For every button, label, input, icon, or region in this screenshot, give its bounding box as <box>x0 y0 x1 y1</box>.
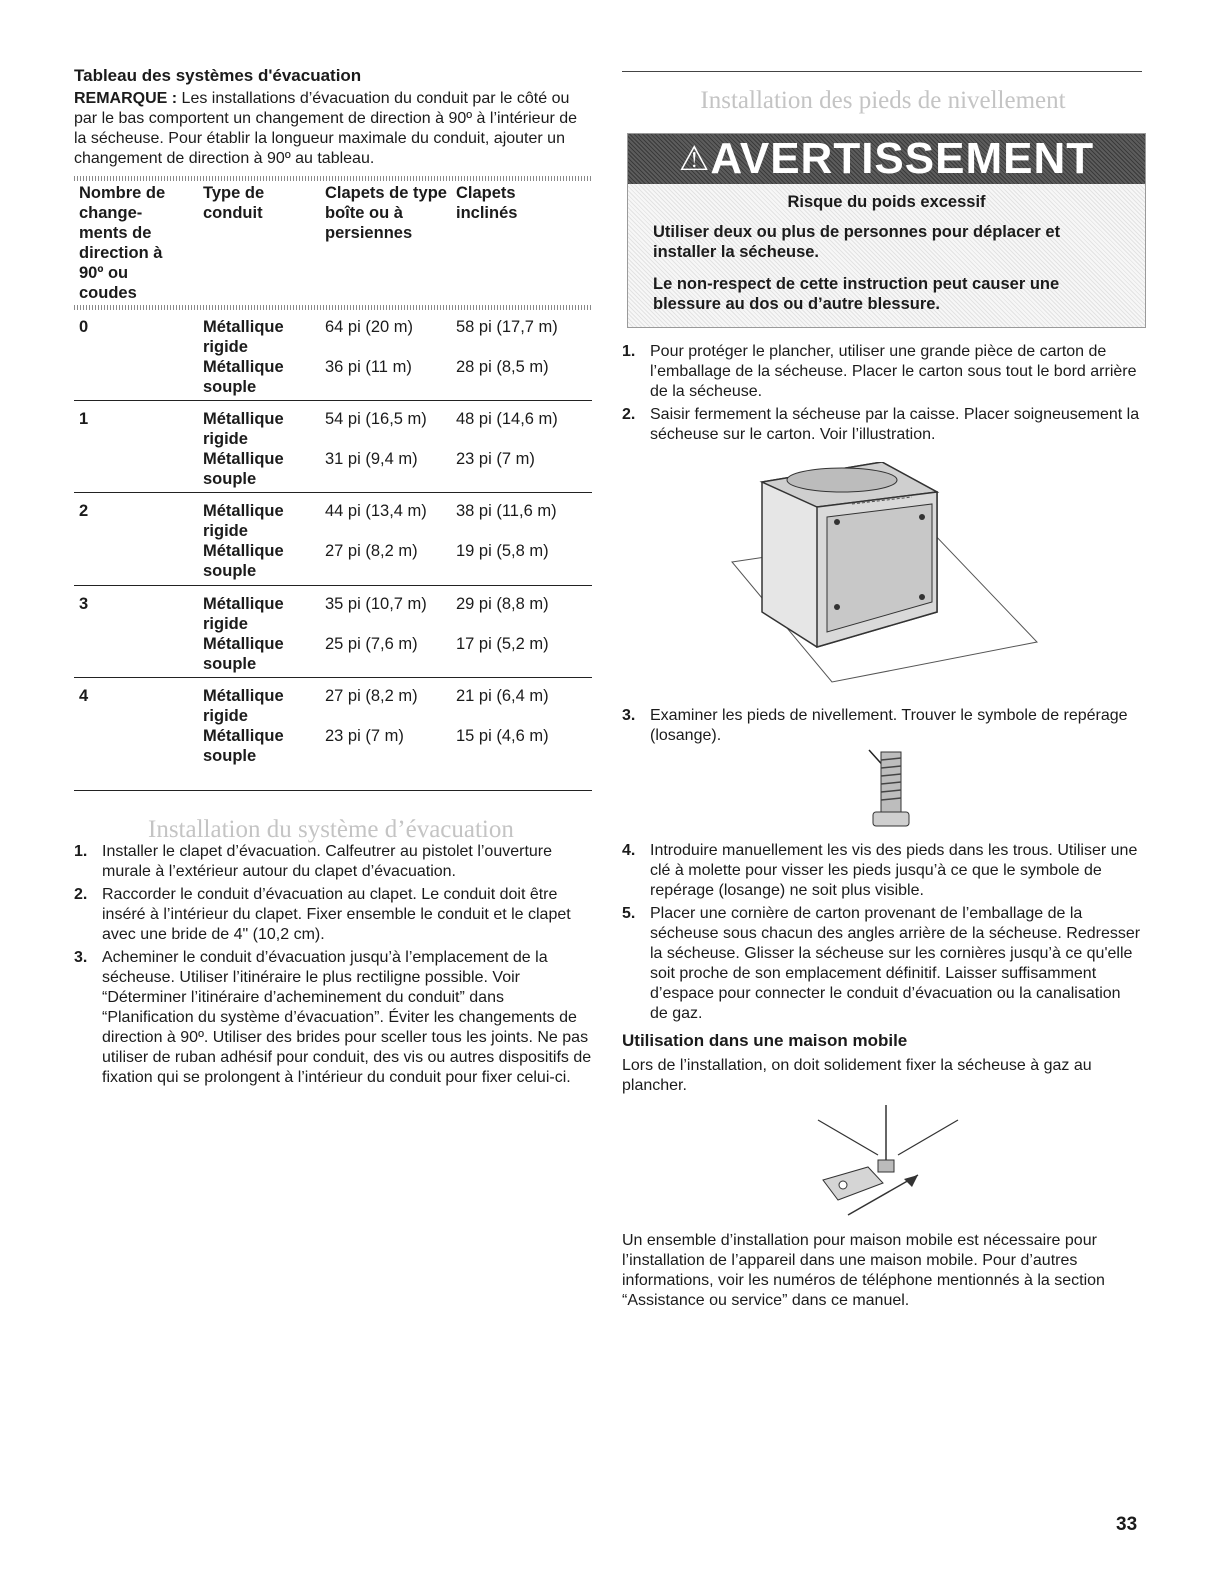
warning-box <box>627 133 1146 328</box>
step-item <box>74 885 594 945</box>
angled-hood-length: 48 pi (14,6 m) <box>456 410 558 428</box>
table-row <box>74 686 592 726</box>
duct-type: Métallique souple <box>203 450 284 488</box>
header-type: Type de conduit <box>203 184 265 222</box>
warning-banner <box>628 134 1145 184</box>
table-row-divider <box>74 790 592 791</box>
elbow-count: 0 <box>79 318 89 336</box>
table-row-divider <box>74 585 592 586</box>
step-item <box>622 841 1142 901</box>
duct-type: Métallique rigide <box>203 595 284 633</box>
table-row <box>74 357 592 397</box>
table-row <box>74 634 592 674</box>
box-hood-length: 25 pi (7,6 m) <box>325 635 418 653</box>
table-row <box>74 541 592 581</box>
angled-hood-length: 15 pi (4,6 m) <box>456 727 549 745</box>
duct-type: Métallique rigide <box>203 687 284 725</box>
table-row-divider <box>74 492 592 493</box>
table-row <box>74 409 592 449</box>
mobile-home-bracket-illustration <box>808 1105 968 1225</box>
table-top-border <box>74 176 592 181</box>
step-text: Examiner les pieds de nivellement. Trouver le symbole de repérage (losange). <box>650 707 1128 744</box>
box-hood-length: 27 pi (8,2 m) <box>325 687 418 705</box>
angled-hood-length: 19 pi (5,8 m) <box>456 542 549 560</box>
step-text: Introduire manuellement les vis des pieds dans les trous. Utiliser une clé à molette pour visser les pieds jusqu’à ce que le symbole de repérage (losange) ne soit plus visible. <box>650 842 1138 899</box>
angled-hood-length: 38 pi (11,6 m) <box>456 502 557 520</box>
step-text: Acheminer le conduit d’évacuation jusqu’à l’emplacement de la sécheuse. Utiliser l’itinéraire le plus rectiligne possible. Voir “Déterminer l’itinéraire d’acheminement du conduit” dans “Planification du système d’évacuation”. Éviter les changements de direction à 90º. Utiliser des brides pour sceller tous les joints. Ne pas utiliser de ruban adhésif pour conduit, des vis ou autres dispositifs de fixation qui se prolongent à l’intérieur du conduit pour fixer celui-ci. <box>102 949 592 1086</box>
leveling-steps-c <box>622 841 1142 1024</box>
warning-instruction: Utiliser deux ou plus de personnes pour déplacer et installer la sécheuse. <box>653 223 1061 261</box>
warning-triangle-icon: ⚠ <box>678 140 711 178</box>
table-row <box>74 317 592 357</box>
elbow-count: 2 <box>79 502 89 520</box>
step-text: Pour protéger le plancher, utiliser une grande pièce de carton de l’emballage de la sécheuse. Placer le carton sous tout le bord arrière de la sécheuse. <box>650 343 1137 400</box>
table-row <box>74 726 592 766</box>
step-text: Raccorder le conduit d’évacuation au clapet. Le conduit doit être inséré à l’intérieur du clapet. Fixer ensemble le conduit et le clapet avec une bride de 4" (10,2 cm). <box>102 886 571 943</box>
page-number: 33 <box>1116 1514 1138 1535</box>
box-hood-length: 35 pi (10,7 m) <box>325 595 427 613</box>
warning-label: AVERTISSEMENT <box>710 134 1095 183</box>
header-angled-hoods: Clapets inclinés <box>456 184 518 222</box>
step-number: 1. <box>622 343 636 360</box>
leveling-leg-illustration <box>867 748 917 833</box>
box-hood-length: 54 pi (16,5 m) <box>325 410 427 428</box>
header-elbows: Nombre de change- ments de direction à 90º ou coudes <box>79 184 166 302</box>
elbow-count: 4 <box>79 687 89 705</box>
warning-heading: Risque du poids excessif <box>787 193 986 211</box>
box-hood-length: 64 pi (20 m) <box>325 318 414 336</box>
step-number: 4. <box>622 842 636 859</box>
box-hood-length: 44 pi (13,4 m) <box>325 502 427 520</box>
box-hood-length: 36 pi (11 m) <box>325 358 412 376</box>
leveling-section-title: Installation des pieds de nivellement <box>700 87 1066 114</box>
table-row <box>74 594 592 634</box>
angled-hood-length: 23 pi (7 m) <box>456 450 535 468</box>
duct-type: Métallique rigide <box>203 318 284 356</box>
exhaust-steps <box>74 842 594 1088</box>
angled-hood-length: 21 pi (6,4 m) <box>456 687 549 705</box>
step-number: 3. <box>74 949 88 966</box>
box-hood-length: 27 pi (8,2 m) <box>325 542 418 560</box>
duct-type: Métallique rigide <box>203 502 284 540</box>
dryer-on-cardboard-illustration <box>722 462 1042 692</box>
step-number: 5. <box>622 905 636 922</box>
angled-hood-length: 29 pi (8,8 m) <box>456 595 549 613</box>
angled-hood-length: 28 pi (8,5 m) <box>456 358 549 376</box>
step-item <box>74 842 594 882</box>
elbow-count: 1 <box>79 410 89 428</box>
table-header-border <box>74 305 592 310</box>
table-row-divider <box>74 677 592 678</box>
header-box-hoods: Clapets de type boîte ou à persiennes <box>325 184 447 242</box>
table-row <box>74 449 592 489</box>
angled-hood-length: 17 pi (5,2 m) <box>456 635 549 653</box>
table-row <box>74 501 592 541</box>
step-item <box>622 904 1142 1024</box>
note-text: Les installations d’évacuation du conduit par le côté ou par le bas comportent un changement de direction à 90º à l’intérieur de la sécheuse. Pour établir la longueur maximale du conduit, ajouter un changement de direction à 90º au tableau. <box>74 90 578 167</box>
leveling-steps-a <box>622 342 1142 445</box>
duct-type: Métallique souple <box>203 542 284 580</box>
step-item <box>74 948 594 1088</box>
duct-type: Métallique souple <box>203 635 284 673</box>
step-item <box>622 405 1142 445</box>
step-number: 1. <box>74 843 88 860</box>
box-hood-length: 23 pi (7 m) <box>325 727 404 745</box>
exhaust-section-title: Installation du système d’évacuation <box>148 816 514 843</box>
leveling-steps-b <box>622 706 1142 746</box>
step-text: Placer une cornière de carton provenant de l’emballage de la sécheuse sous chacun des angles arrière de la sécheuse. Redresser la sécheuse. Glisser la sécheuse sur les cornières jusqu’à ce qu'elle soit proche de son emplacement définitif. Laisser suffisamment d’espace pour connecter le conduit d’évacuation ou la canalisation de gaz. <box>650 905 1141 1022</box>
step-number: 3. <box>622 707 636 724</box>
note-label: REMARQUE : <box>74 90 178 107</box>
mobile-home-paragraph-2: Un ensemble d’installation pour maison mobile est nécessaire pour l’installation de l’appareil dans une maison mobile. Pour d’autres informations, voir les numéros de téléphone mentionnés à la section “Assistance ou service” dans ce manuel. <box>622 1232 1105 1309</box>
section-divider <box>622 71 1142 72</box>
table-note <box>74 89 592 169</box>
duct-type: Métallique rigide <box>203 410 284 448</box>
step-item <box>622 706 1142 746</box>
step-text: Installer le clapet d’évacuation. Calfeutrer au pistolet l’ouverture murale à l’extérieur autour du clapet d’évacuation. <box>102 843 553 880</box>
step-text: Saisir fermement la sécheuse par la caisse. Placer soigneusement la sécheuse sur le carton. Voir l’illustration. <box>650 406 1140 443</box>
duct-type: Métallique souple <box>203 358 284 396</box>
step-number: 2. <box>74 886 88 903</box>
duct-type: Métallique souple <box>203 727 284 765</box>
angled-hood-length: 58 pi (17,7 m) <box>456 318 558 336</box>
mobile-home-paragraph-1: Lors de l’installation, on doit solidement fixer la sécheuse à gaz au plancher. <box>622 1057 1092 1094</box>
step-number: 2. <box>622 406 636 423</box>
warning-consequence: Le non-respect de cette instruction peut causer une blessure au dos ou d’autre blessure. <box>653 275 1060 313</box>
step-item <box>622 342 1142 402</box>
table-title: Tableau des systèmes d'évacuation <box>74 66 362 85</box>
table-row-divider <box>74 400 592 401</box>
box-hood-length: 31 pi (9,4 m) <box>325 450 418 468</box>
elbow-count: 3 <box>79 595 89 613</box>
mobile-home-title: Utilisation dans une maison mobile <box>622 1031 908 1050</box>
